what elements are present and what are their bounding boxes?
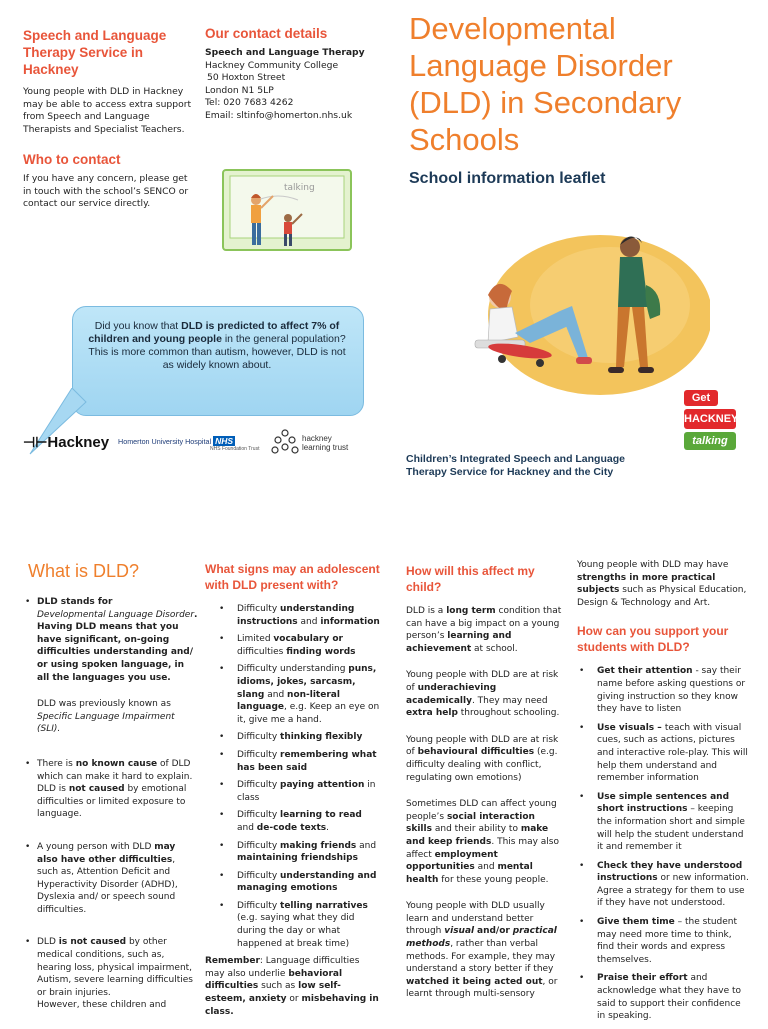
who-body: If you have any concern, please get in touch with the school’s SENCO or contact our service directly.	[23, 173, 189, 210]
leaflet-subtitle: School information leaflet	[409, 170, 606, 187]
sign-item: • Limited vocabulary or difficulties finding words	[217, 633, 380, 658]
contact-line: Tel: 020 7683 4262	[205, 97, 294, 109]
back-page	[0, 510, 768, 1024]
contact-block	[205, 47, 375, 123]
what-is-dld-column	[23, 510, 198, 1016]
get-hackney-talking-logo: Get HACKNEY talking	[684, 390, 736, 478]
support-item: • Praise their effort and acknowledge what they have to said to support their confidence in speaking.	[577, 972, 749, 1022]
sign-item: • Difficulty thinking flexibly	[217, 731, 380, 744]
list-item: • DLD is not caused by other medical conditions, such as, hearing loss, physical impairment, Autism, severe learning difficulties or brain injuries. However, these children and	[23, 936, 198, 1012]
sign-item: • Difficulty understanding puns, idioms, jokes, sarcasm, slang and non-literal language, e.g. Keep an eye on it, give me a hand.	[217, 663, 380, 726]
teenagers-illustration	[460, 205, 710, 395]
contact-name: Speech and Language Therapy	[205, 47, 365, 58]
service-heading: Speech and Language Therapy Service in Hackney	[23, 28, 167, 77]
service-body: Young people with DLD in Hackney may be able to access extra support from Speech and Language Therapists and Specialist Teachers.	[23, 86, 192, 135]
support-list	[577, 665, 749, 1022]
contact-line: London N1 5LP	[205, 84, 274, 96]
list-item: • A young person with DLD may also have other difficulties, such as, Attention Deficit and Hyperactivity Disorder (ADHD), Dyslexia and/ or speech sound difficulties.	[23, 841, 198, 917]
front-page	[0, 0, 768, 500]
fact-text: Did you know that DLD is predicted to affect 7% of children and young people in the general population? This is more common than autism, however, DLD is not as widely known about.	[88, 320, 346, 371]
sign-item: • Difficulty understanding instructions and information	[217, 603, 380, 628]
support-item: • Check they have understood instructions or new information. Agree a strategy for them to use if they have not understood.	[577, 860, 749, 910]
support-item: • Use simple sentences and short instructions – keeping the information short and simple will help the student understand it and remember it	[577, 791, 749, 854]
what-is-dld-heading: What is DLD?	[28, 561, 140, 581]
contact-heading: Our contact details	[205, 26, 328, 41]
sign-item: • Difficulty making friends and maintaining friendships	[217, 840, 380, 865]
impact-paragraph: Young people with DLD are at risk of behavioural difficulties (e.g. difficulty dealing with conflict, regulating own emotions)	[406, 734, 559, 783]
sign-item: • Difficulty paying attention in class	[217, 779, 380, 804]
signs-heading: What signs may an adolescent with DLD present with?	[205, 562, 380, 592]
leaflet-title: Developmental Language Disorder (DLD) in Secondary Schools	[409, 11, 682, 157]
support-heading: How can you support your students with DLD?	[577, 624, 729, 655]
support-item: • Give them time – the student may need more time to think, find their words and express themselves.	[577, 916, 749, 966]
homerton-logo: Homerton University Hospital NHS NHS Foundation Trust	[118, 436, 260, 452]
sign-item: • Difficulty remembering what has been said	[217, 749, 380, 774]
impact-paragraph: DLD is a long term condition that can have a big impact on a young person’s learning and achievement at school.	[406, 606, 562, 654]
support-item: • Use visuals – teach with visual cues, such as actions, pictures and interactive role-play. This will help them understand and remember information	[577, 722, 749, 785]
impact-column	[406, 510, 562, 1001]
support-item: • Get their attention - say their name before asking questions or giving instruction so they know they have to listen	[577, 665, 749, 715]
contact-email[interactable]: Email: sltinfo@homerton.nhs.uk	[205, 109, 353, 121]
classroom-illustration	[218, 168, 356, 260]
sign-item: • Difficulty understanding and managing emotions	[217, 870, 380, 895]
signs-list	[205, 603, 380, 950]
strengths-paragraph: Young people with DLD may have strengths in more practical subjects such as Physical Education, Design & Technology and Art.	[577, 560, 747, 608]
remember-note: Remember: Language difficulties may also underlie behavioral difficulties such as low self-esteem, anxiety or misbehaving in class.	[205, 956, 379, 1017]
who-heading: Who to contact	[23, 152, 121, 167]
service-footer: Children’s Integrated Speech and Language Therapy Service for Hackney and the City	[406, 453, 625, 478]
contact-line: Hackney Community College	[205, 59, 339, 71]
hlt-dots-icon	[270, 428, 300, 458]
support-column	[577, 510, 749, 1029]
impact-paragraph: Young people with DLD usually learn and understand better through visual and/or practical methods, rather than verbal methods. For example, they may understand a story better if they watched it being acted out, or learnt through multi-sensory	[406, 901, 558, 1000]
contact-line: 50 Hoxton Street	[207, 72, 286, 84]
signs-column	[205, 510, 380, 1018]
board-word: talking	[284, 183, 315, 193]
sign-item: • Difficulty telling narratives (e.g. saying what they did during the day or what happened at break time)	[217, 900, 380, 950]
list-item: • There is no known cause of DLD which can make it hard to explain. DLD is not caused by emotional difficulties or limited exposure to language.	[23, 758, 198, 821]
list-item: • DLD stands for Developmental Language Disorder. Having DLD means that you have significant, on-going difficulties understanding and/ or using spoken language, in all the languages you use.	[23, 596, 198, 684]
previously-known: DLD was previously known as Specific Language Impairment (SLI).	[37, 699, 175, 735]
hlt-logo: hackney learning trust	[302, 434, 349, 452]
impact-paragraph: Sometimes DLD can affect young people’s social interaction skills and their ability to make and keep friends. This may also affect employment opportunities and mental health for these young people.	[406, 799, 559, 885]
hackney-h-icon: ⊣⊢	[23, 434, 48, 450]
impact-heading: How will this affect my child?	[406, 564, 535, 594]
impact-paragraph: Young people with DLD are at risk of underachieving academically. They may need extra help throughout schooling.	[406, 670, 560, 719]
sign-item: • Difficulty learning to read and de-code texts.	[217, 809, 380, 834]
hackney-logo: ⊣⊢Hackney	[23, 434, 110, 451]
